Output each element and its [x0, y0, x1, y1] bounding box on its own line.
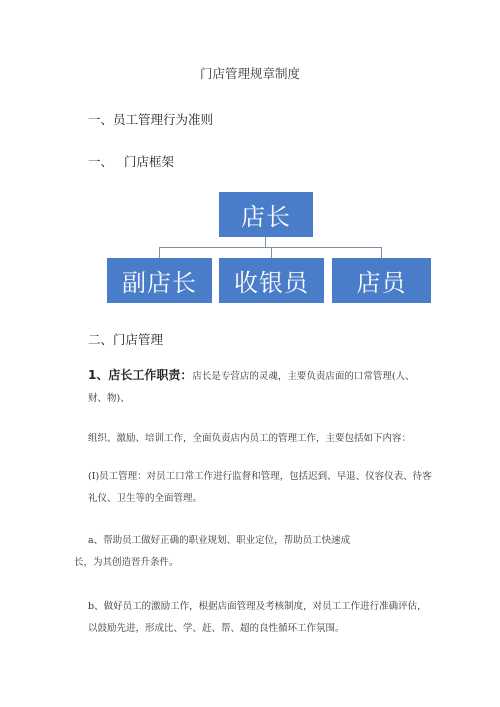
section-heading-3: 二、门店管理 — [88, 332, 164, 347]
org-line-drop-middle — [271, 247, 272, 258]
org-line-vertical-top — [265, 237, 266, 247]
paragraph-body: 店长是专营店的灵魂，主要负责店面的口常管理(人、财、物)、 — [88, 371, 415, 404]
paragraph-item-b: b、做好员工的激励工作，根据店面管理及考核制度，对员工工作进行准确评估，以鼓励先进，形成比、学、赶、帮、超的良性循环工作氛围。 — [88, 601, 427, 634]
paragraph-item-a-line-1: a、帮助员工做好正确的职业规划、职业定位，帮助员工快速成 — [88, 535, 351, 546]
org-box-deputy-manager: 副店长 — [107, 258, 212, 303]
heading-2-text: 门店框架 — [124, 154, 175, 169]
paragraph-item-a — [74, 530, 351, 574]
org-line-drop-right — [381, 247, 382, 258]
paragraph-staff-management: (I)员工管理：对员工口常工作进行监督和管理，包括迟到、早退、仪容仪表、待客礼仪、卫生等的全面管理。 — [88, 471, 432, 504]
paragraph-manager-duties — [88, 364, 428, 410]
heading-2-number: 一、 — [88, 154, 114, 169]
org-line-drop-left — [159, 247, 160, 258]
org-box-store-manager: 店长 — [219, 192, 313, 237]
paragraph-responsibilities: 组织、激励、培训工作，全面负责店内员工的管理工作，主要包括如下内容： — [88, 433, 412, 444]
org-box-cashier: 收银员 — [219, 258, 324, 303]
document-title: 门店管理规章制度 — [199, 66, 300, 81]
paragraph-item-a-line-2: 长，为其创造晋升条件。 — [74, 557, 179, 568]
section-heading-2 — [88, 152, 174, 170]
org-box-clerk: 店员 — [332, 258, 431, 303]
section-heading-1: 一、员工管理行为准则 — [88, 112, 214, 127]
paragraph-lead: 1、店长工作职责： — [88, 368, 193, 382]
